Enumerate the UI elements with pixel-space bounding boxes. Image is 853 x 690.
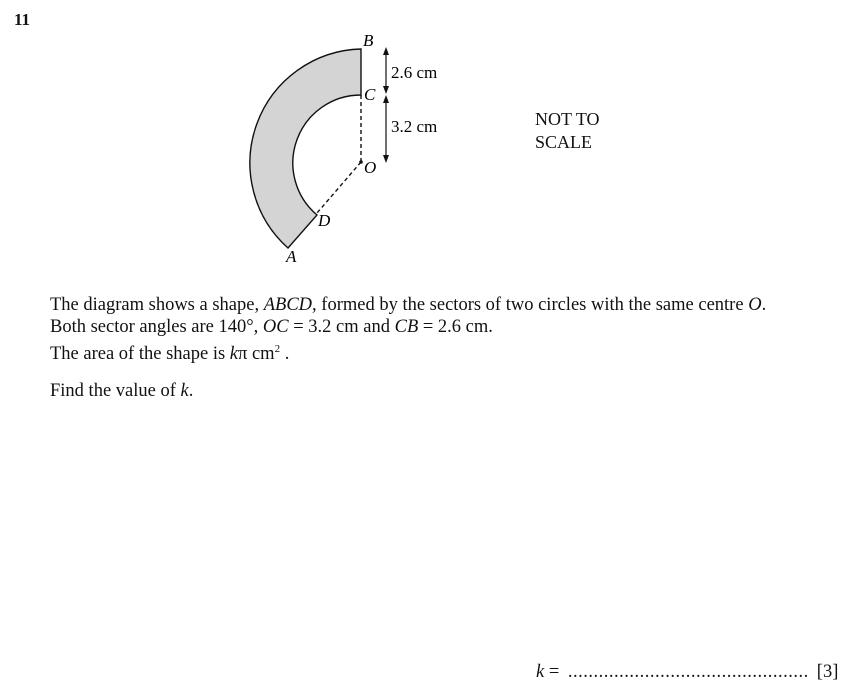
- answer-equals: =: [544, 662, 564, 682]
- text-segment: , formed by the sectors of two circles with the same centre: [312, 295, 749, 315]
- text-centre-name: O: [748, 295, 762, 315]
- text-segment: The area of the shape is: [50, 344, 230, 365]
- point-label-d: D: [318, 211, 331, 230]
- marks-label: [3]: [816, 662, 839, 682]
- text-segment: The diagram shows a shape,: [50, 295, 264, 315]
- text-segment: .: [761, 295, 767, 315]
- text-segment: π cm: [238, 344, 275, 365]
- shape-abcd: [250, 49, 361, 248]
- not-to-scale-note: [535, 108, 600, 154]
- text-segment: .: [280, 344, 290, 365]
- point-label-b: B: [363, 31, 374, 50]
- text-superscript: 2: [274, 343, 281, 355]
- text-segment: .: [188, 381, 194, 401]
- question-line-2: [50, 316, 840, 338]
- note-line-2: SCALE: [535, 132, 593, 152]
- question-text: [50, 294, 840, 365]
- text-oc: OC: [262, 317, 289, 337]
- text-segment: Both sector angles are 140°,: [50, 317, 263, 337]
- note-line-1: NOT TO: [535, 109, 600, 129]
- text-cb: CB: [394, 317, 419, 337]
- find-instruction: [50, 381, 193, 402]
- answer-line: [536, 662, 838, 683]
- question-line-3: [50, 338, 840, 365]
- dashed-radius-od: [317, 162, 361, 213]
- text-segment: = 3.2 cm and: [288, 317, 395, 337]
- dimension-cb: [383, 47, 389, 94]
- point-label-o: O: [364, 158, 377, 177]
- length-label-oc: 3.2 cm: [391, 117, 438, 136]
- text-segment: = 2.6 cm.: [418, 317, 493, 337]
- point-label-a: A: [286, 247, 297, 266]
- centre-point: [359, 160, 363, 164]
- question-number: 11: [14, 10, 31, 29]
- answer-variable: k: [536, 662, 545, 682]
- question-line-1: [50, 294, 840, 316]
- answer-blank[interactable]: ...............................................: [567, 662, 809, 682]
- sector-diagram: [0, 0, 853, 290]
- text-shape-name: ABCD: [263, 295, 313, 315]
- point-label-c: C: [364, 85, 376, 104]
- text-segment: Find the value of: [50, 381, 181, 401]
- text-k: k: [180, 381, 189, 401]
- length-label-cb: 2.6 cm: [391, 63, 438, 82]
- dimension-oc: [383, 95, 389, 163]
- text-k: k: [229, 344, 238, 365]
